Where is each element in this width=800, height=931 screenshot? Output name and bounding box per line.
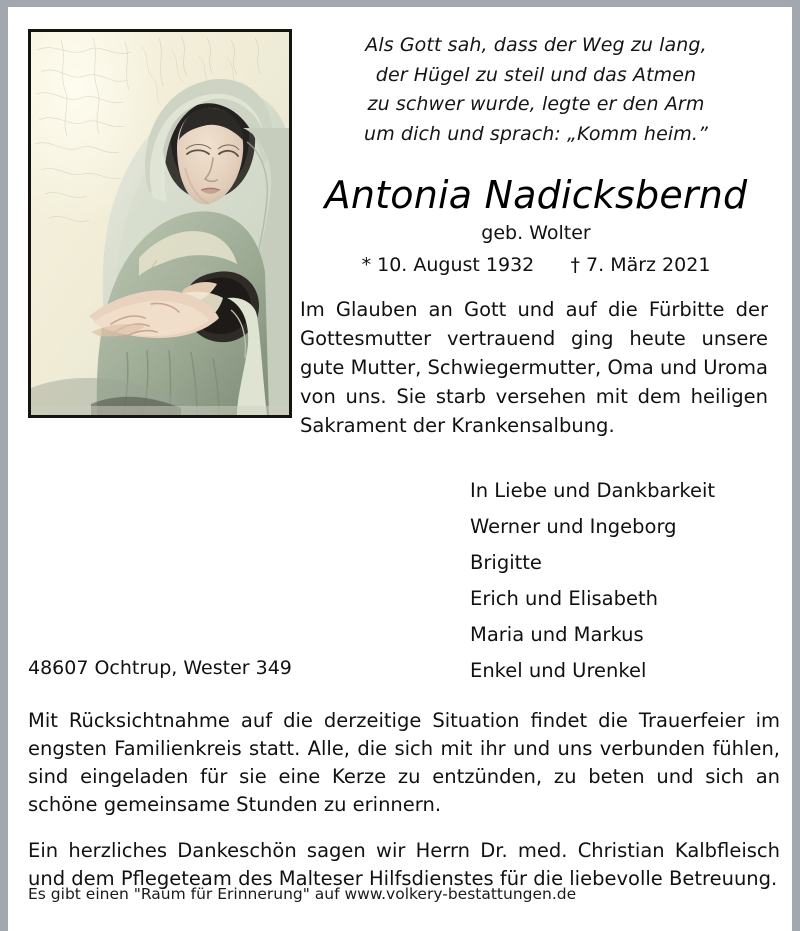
announcement-paragraph: Im Glauben an Gott und auf die Fürbitte der Gottesmutter vertrauend ging heute unsere gute Mutter, Schwiegermutter, Oma und Uroma von uns. Sie starb versehen mit dem heiligen Sakrament der Krankensalbung. [300, 298, 768, 437]
survivors-block [300, 473, 772, 689]
verse-line-1: Als Gott sah, dass der Weg zu lang, [365, 34, 707, 56]
survivors-lead: In Liebe und Dankbarkeit [470, 479, 716, 502]
memorial-artwork-frame [28, 29, 292, 418]
memorial-verse [300, 31, 772, 149]
deceased-name: Antonia Nadicksbernd [324, 173, 748, 217]
deceased-maiden-name: geb. Wolter [481, 222, 591, 244]
verse-line-2: der Hügel zu steil und das Atmen [375, 63, 697, 86]
announcement-text [300, 295, 768, 440]
madonna-and-child-icon [31, 32, 289, 415]
notice-funeral [28, 707, 780, 819]
survivor-item: Enkel und Urenkel [470, 659, 647, 682]
verse-line-3: zu schwer wurde, legte er den Arm [367, 93, 705, 115]
obituary-sheet [8, 7, 792, 931]
survivor-item: Brigitte [470, 551, 542, 574]
deceased-dates: * 10. August 1932 † 7. März 2021 [361, 254, 711, 276]
survivor-item: Erich und Elisabeth [470, 587, 658, 610]
verse-line-4: um dich und sprach: „Komm heim.” [364, 122, 708, 145]
survivor-item: Maria und Markus [470, 623, 644, 646]
memorial-artwork [31, 32, 289, 415]
notice-thanks-text: Ein herzliches Dankeschön sagen wir Herrn Dr. med. Christian Kalbfleisch und dem Pflegeteam des Malteser Hilfsdienstes für die liebevolle Betreuung. [28, 839, 780, 890]
family-address: 48607 Ochtrup, Wester 349 [28, 657, 292, 679]
memorial-room-footnote: Es gibt einen "Raum für Erinnerung" auf www.volkery-bestattungen.de [28, 885, 577, 903]
obituary-right-column [300, 7, 772, 689]
notice-funeral-text: Mit Rücksichtnahme auf die derzeitige Situation findet die Trauerfeier im engsten Familienkreis statt. Alle, die sich mit ihr und uns verbunden fühlen, sind eingeladen für sie eine Kerze zu entzünden, zu beten und sich an schöne gemeinsame Stunden zu erinnern. [28, 709, 780, 816]
survivor-item: Werner und Ingeborg [470, 515, 677, 538]
notices-block [28, 707, 780, 893]
